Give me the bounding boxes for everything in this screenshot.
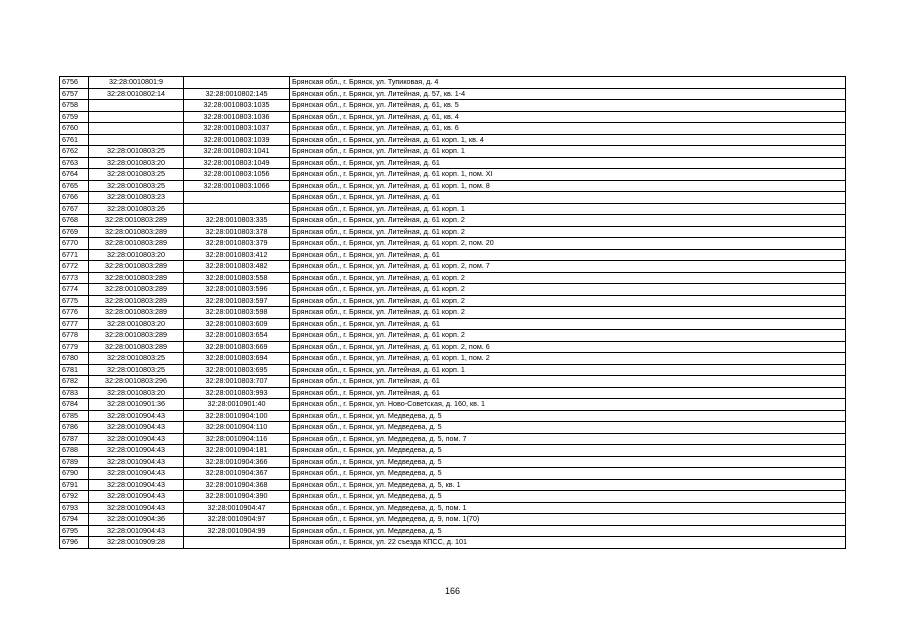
row-number-cell: 6779: [60, 341, 89, 353]
object-cadastral-number-cell: 32:28:0010803:669: [184, 341, 290, 353]
object-cadastral-number-cell: 32:28:0010803:596: [184, 284, 290, 296]
cadastral-number-cell: 32:28:0010801:9: [89, 77, 184, 89]
cadastral-number-cell: 32:28:0010803:25: [89, 364, 184, 376]
table-row: [60, 456, 846, 468]
row-number-cell: 6785: [60, 410, 89, 422]
table-row: [60, 468, 846, 480]
cadastral-number-cell: 32:28:0010904:43: [89, 410, 184, 422]
address-cell: Брянская обл., г. Брянск, ул. Литейная, д. 61 корп. 1, пом. 8: [290, 180, 846, 192]
row-number-cell: 6777: [60, 318, 89, 330]
address-cell: Брянская обл., г. Брянск, ул. Ново-Советская, д. 160, кв. 1: [290, 399, 846, 411]
object-cadastral-number-cell: 32:28:0010803:598: [184, 307, 290, 319]
table-row: [60, 353, 846, 365]
address-cell: Брянская обл., г. Брянск, ул. Литейная, д. 61: [290, 318, 846, 330]
address-cell: Брянская обл., г. Брянск, ул. Медведева, д. 5, кв. 1: [290, 479, 846, 491]
object-cadastral-number-cell: 32:28:0010803:482: [184, 261, 290, 273]
cadastral-number-cell: 32:28:0010904:43: [89, 468, 184, 480]
row-number-cell: 6757: [60, 88, 89, 100]
address-cell: Брянская обл., г. Брянск, ул. Литейная, д. 61, кв. 6: [290, 123, 846, 135]
address-cell: Брянская обл., г. Брянск, ул. Литейная, д. 61 корп. 2: [290, 272, 846, 284]
table-row: [60, 376, 846, 388]
cadastral-number-cell: 32:28:0010803:289: [89, 341, 184, 353]
address-cell: Брянская обл., г. Брянск, ул. Литейная, д. 61 корп. 2: [290, 295, 846, 307]
row-number-cell: 6762: [60, 146, 89, 158]
cadastral-number-cell: 32:28:0010909:28: [89, 537, 184, 549]
row-number-cell: 6782: [60, 376, 89, 388]
table-row: [60, 537, 846, 549]
address-cell: Брянская обл., г. Брянск, ул. Литейная, д. 61 корп. 2: [290, 307, 846, 319]
table-row: [60, 295, 846, 307]
object-cadastral-number-cell: 32:28:0010803:597: [184, 295, 290, 307]
object-cadastral-number-cell: 32:28:0010901:40: [184, 399, 290, 411]
address-cell: Брянская обл., г. Брянск, ул. Литейная, д. 61 корп. 1: [290, 146, 846, 158]
address-cell: Брянская обл., г. Брянск, ул. Литейная, д. 61, кв. 4: [290, 111, 846, 123]
object-cadastral-number-cell: 32:28:0010904:47: [184, 502, 290, 514]
table-row: [60, 180, 846, 192]
address-cell: Брянская обл., г. Брянск, ул. Литейная, д. 61 корп. 1: [290, 203, 846, 215]
address-cell: Брянская обл., г. Брянск, ул. Литейная, д. 61 корп. 2, пом. 6: [290, 341, 846, 353]
table-row: [60, 134, 846, 146]
page-number: 166: [444, 586, 461, 596]
row-number-cell: 6776: [60, 307, 89, 319]
address-cell: Брянская обл., г. Брянск, ул. Литейная, д. 61 корп. 1, пом. XI: [290, 169, 846, 181]
row-number-cell: 6781: [60, 364, 89, 376]
table-row: [60, 330, 846, 342]
object-cadastral-number-cell: 32:28:0010803:609: [184, 318, 290, 330]
address-cell: Брянская обл., г. Брянск, ул. 22 съезда КПСС, д. 101: [290, 537, 846, 549]
object-cadastral-number-cell: 32:28:0010803:1039: [184, 134, 290, 146]
table-body: [60, 77, 846, 549]
object-cadastral-number-cell: 32:28:0010803:558: [184, 272, 290, 284]
cadastral-number-cell: [89, 100, 184, 112]
address-cell: Брянская обл., г. Брянск, ул. Литейная, д. 61 корп. 2, пом. 7: [290, 261, 846, 273]
cadastral-number-cell: 32:28:0010803:25: [89, 180, 184, 192]
cadastral-number-cell: 32:28:0010803:20: [89, 249, 184, 261]
table-row: [60, 491, 846, 503]
cadastral-number-cell: 32:28:0010904:43: [89, 491, 184, 503]
object-cadastral-number-cell: 32:28:0010904:390: [184, 491, 290, 503]
address-cell: Брянская обл., г. Брянск, ул. Медведева, д. 5: [290, 525, 846, 537]
table-row: [60, 192, 846, 204]
cadastral-number-cell: 32:28:0010904:43: [89, 422, 184, 434]
table-row: [60, 318, 846, 330]
table-row: [60, 77, 846, 89]
address-cell: Брянская обл., г. Брянск, ул. Литейная, д. 61: [290, 192, 846, 204]
cadastral-number-cell: 32:28:0010901:36: [89, 399, 184, 411]
cadastral-number-cell: 32:28:0010904:43: [89, 502, 184, 514]
table-row: [60, 203, 846, 215]
object-cadastral-number-cell: 32:28:0010904:368: [184, 479, 290, 491]
table-row: [60, 445, 846, 457]
cadastral-number-cell: 32:28:0010803:20: [89, 387, 184, 399]
object-cadastral-number-cell: 32:28:0010904:116: [184, 433, 290, 445]
address-cell: Брянская обл., г. Брянск, ул. Медведева, д. 5: [290, 445, 846, 457]
cadastral-number-cell: 32:28:0010803:20: [89, 318, 184, 330]
address-cell: Брянская обл., г. Брянск, ул. Медведева, д. 9, пом. 1(70): [290, 514, 846, 526]
row-number-cell: 6760: [60, 123, 89, 135]
row-number-cell: 6791: [60, 479, 89, 491]
address-cell: Брянская обл., г. Брянск, ул. Медведева, д. 5, пом. 1: [290, 502, 846, 514]
cadastral-number-cell: 32:28:0010803:289: [89, 307, 184, 319]
row-number-cell: 6775: [60, 295, 89, 307]
object-cadastral-number-cell: [184, 203, 290, 215]
address-cell: Брянская обл., г. Брянск, ул. Медведева, д. 5: [290, 491, 846, 503]
row-number-cell: 6773: [60, 272, 89, 284]
cadastral-number-cell: 32:28:0010803:289: [89, 226, 184, 238]
cadastral-number-cell: [89, 134, 184, 146]
object-cadastral-number-cell: 32:28:0010803:993: [184, 387, 290, 399]
address-cell: Брянская обл., г. Брянск, ул. Литейная, д. 61 корп. 1: [290, 364, 846, 376]
row-number-cell: 6778: [60, 330, 89, 342]
object-cadastral-number-cell: [184, 537, 290, 549]
row-number-cell: 6767: [60, 203, 89, 215]
object-cadastral-number-cell: 32:28:0010803:1035: [184, 100, 290, 112]
table-row: [60, 226, 846, 238]
object-cadastral-number-cell: 32:28:0010803:379: [184, 238, 290, 250]
object-cadastral-number-cell: [184, 77, 290, 89]
address-cell: Брянская обл., г. Брянск, ул. Медведева, д. 5: [290, 410, 846, 422]
cadastral-table: [59, 76, 846, 549]
object-cadastral-number-cell: 32:28:0010803:1049: [184, 157, 290, 169]
address-cell: Брянская обл., г. Брянск, ул. Литейная, д. 61 корп. 2: [290, 226, 846, 238]
address-cell: Брянская обл., г. Брянск, ул. Литейная, д. 57, кв. 1-4: [290, 88, 846, 100]
row-number-cell: 6786: [60, 422, 89, 434]
object-cadastral-number-cell: 32:28:0010803:378: [184, 226, 290, 238]
object-cadastral-number-cell: 32:28:0010904:366: [184, 456, 290, 468]
table-row: [60, 399, 846, 411]
row-number-cell: 6795: [60, 525, 89, 537]
object-cadastral-number-cell: 32:28:0010904:97: [184, 514, 290, 526]
cadastral-number-cell: 32:28:0010904:43: [89, 433, 184, 445]
row-number-cell: 6765: [60, 180, 89, 192]
address-cell: Брянская обл., г. Брянск, ул. Литейная, д. 61 корп. 1, кв. 4: [290, 134, 846, 146]
table-row: [60, 364, 846, 376]
cadastral-number-cell: 32:28:0010803:23: [89, 192, 184, 204]
object-cadastral-number-cell: 32:28:0010803:1037: [184, 123, 290, 135]
row-number-cell: 6768: [60, 215, 89, 227]
row-number-cell: 6764: [60, 169, 89, 181]
address-cell: Брянская обл., г. Брянск, ул. Литейная, д. 61 корп. 2: [290, 215, 846, 227]
cadastral-number-cell: 32:28:0010802:14: [89, 88, 184, 100]
address-cell: Брянская обл., г. Брянск, ул. Медведева, д. 5, пом. 7: [290, 433, 846, 445]
row-number-cell: 6772: [60, 261, 89, 273]
cadastral-number-cell: 32:28:0010803:25: [89, 146, 184, 158]
cadastral-number-cell: 32:28:0010803:25: [89, 353, 184, 365]
row-number-cell: 6761: [60, 134, 89, 146]
address-cell: Брянская обл., г. Брянск, ул. Литейная, д. 61: [290, 249, 846, 261]
table-row: [60, 238, 846, 250]
address-cell: Брянская обл., г. Брянск, ул. Медведева, д. 5: [290, 456, 846, 468]
cadastral-number-cell: 32:28:0010803:20: [89, 157, 184, 169]
table-row: [60, 111, 846, 123]
cadastral-number-cell: 32:28:0010904:43: [89, 456, 184, 468]
table-row: [60, 169, 846, 181]
object-cadastral-number-cell: 32:28:0010904:367: [184, 468, 290, 480]
cadastral-number-cell: 32:28:0010904:36: [89, 514, 184, 526]
address-cell: Брянская обл., г. Брянск, ул. Литейная, д. 61 корп. 1, пом. 2: [290, 353, 846, 365]
table-row: [60, 215, 846, 227]
table-row: [60, 307, 846, 319]
table-row: [60, 410, 846, 422]
cadastral-number-cell: [89, 111, 184, 123]
row-number-cell: 6774: [60, 284, 89, 296]
object-cadastral-number-cell: 32:28:0010803:1056: [184, 169, 290, 181]
object-cadastral-number-cell: 32:28:0010803:1036: [184, 111, 290, 123]
row-number-cell: 6771: [60, 249, 89, 261]
cadastral-number-cell: 32:28:0010803:289: [89, 330, 184, 342]
object-cadastral-number-cell: 32:28:0010803:694: [184, 353, 290, 365]
table-row: [60, 525, 846, 537]
address-cell: Брянская обл., г. Брянск, ул. Литейная, д. 61 корп. 2: [290, 284, 846, 296]
object-cadastral-number-cell: 32:28:0010803:1041: [184, 146, 290, 158]
object-cadastral-number-cell: 32:28:0010803:707: [184, 376, 290, 388]
object-cadastral-number-cell: 32:28:0010803:695: [184, 364, 290, 376]
address-cell: Брянская обл., г. Брянск, ул. Литейная, д. 61: [290, 157, 846, 169]
row-number-cell: 6796: [60, 537, 89, 549]
table-row: [60, 284, 846, 296]
address-cell: Брянская обл., г. Брянск, ул. Литейная, д. 61: [290, 376, 846, 388]
cadastral-number-cell: 32:28:0010803:289: [89, 261, 184, 273]
cadastral-number-cell: 32:28:0010803:296: [89, 376, 184, 388]
table-row: [60, 433, 846, 445]
object-cadastral-number-cell: 32:28:0010803:412: [184, 249, 290, 261]
row-number-cell: 6769: [60, 226, 89, 238]
table-row: [60, 479, 846, 491]
object-cadastral-number-cell: 32:28:0010904:99: [184, 525, 290, 537]
row-number-cell: 6766: [60, 192, 89, 204]
row-number-cell: 6789: [60, 456, 89, 468]
row-number-cell: 6788: [60, 445, 89, 457]
table-row: [60, 249, 846, 261]
table-row: [60, 261, 846, 273]
object-cadastral-number-cell: [184, 192, 290, 204]
cadastral-number-cell: 32:28:0010803:289: [89, 295, 184, 307]
address-cell: Брянская обл., г. Брянск, ул. Литейная, д. 61 корп. 2, пом. 20: [290, 238, 846, 250]
cadastral-number-cell: [89, 123, 184, 135]
table-row: [60, 88, 846, 100]
cadastral-number-cell: 32:28:0010904:43: [89, 445, 184, 457]
row-number-cell: 6794: [60, 514, 89, 526]
row-number-cell: 6790: [60, 468, 89, 480]
cadastral-number-cell: 32:28:0010803:289: [89, 238, 184, 250]
address-cell: Брянская обл., г. Брянск, ул. Литейная, д. 61: [290, 387, 846, 399]
table-row: [60, 387, 846, 399]
object-cadastral-number-cell: 32:28:0010904:181: [184, 445, 290, 457]
table-row: [60, 502, 846, 514]
row-number-cell: 6763: [60, 157, 89, 169]
object-cadastral-number-cell: 32:28:0010904:110: [184, 422, 290, 434]
cadastral-number-cell: 32:28:0010803:289: [89, 284, 184, 296]
cadastral-number-cell: 32:28:0010904:43: [89, 479, 184, 491]
cadastral-number-cell: 32:28:0010803:289: [89, 215, 184, 227]
row-number-cell: 6780: [60, 353, 89, 365]
address-cell: Брянская обл., г. Брянск, ул. Тупиковая, д. 4: [290, 77, 846, 89]
address-cell: Брянская обл., г. Брянск, ул. Литейная, д. 61, кв. 5: [290, 100, 846, 112]
row-number-cell: 6758: [60, 100, 89, 112]
row-number-cell: 6787: [60, 433, 89, 445]
row-number-cell: 6759: [60, 111, 89, 123]
row-number-cell: 6756: [60, 77, 89, 89]
object-cadastral-number-cell: 32:28:0010904:100: [184, 410, 290, 422]
cadastral-number-cell: 32:28:0010803:26: [89, 203, 184, 215]
row-number-cell: 6792: [60, 491, 89, 503]
object-cadastral-number-cell: 32:28:0010803:654: [184, 330, 290, 342]
table-row: [60, 514, 846, 526]
row-number-cell: 6770: [60, 238, 89, 250]
address-cell: Брянская обл., г. Брянск, ул. Литейная, д. 61 корп. 2: [290, 330, 846, 342]
address-cell: Брянская обл., г. Брянск, ул. Медведева, д. 5: [290, 422, 846, 434]
table-row: [60, 123, 846, 135]
table-row: [60, 157, 846, 169]
cadastral-number-cell: 32:28:0010904:43: [89, 525, 184, 537]
cadastral-number-cell: 32:28:0010803:289: [89, 272, 184, 284]
table-row: [60, 100, 846, 112]
table-row: [60, 146, 846, 158]
row-number-cell: 6793: [60, 502, 89, 514]
address-cell: Брянская обл., г. Брянск, ул. Медведева, д. 5: [290, 468, 846, 480]
table-row: [60, 422, 846, 434]
table-row: [60, 341, 846, 353]
object-cadastral-number-cell: 32:28:0010803:335: [184, 215, 290, 227]
table-row: [60, 272, 846, 284]
row-number-cell: 6783: [60, 387, 89, 399]
object-cadastral-number-cell: 32:28:0010803:1066: [184, 180, 290, 192]
cadastral-number-cell: 32:28:0010803:25: [89, 169, 184, 181]
object-cadastral-number-cell: 32:28:0010802:145: [184, 88, 290, 100]
row-number-cell: 6784: [60, 399, 89, 411]
